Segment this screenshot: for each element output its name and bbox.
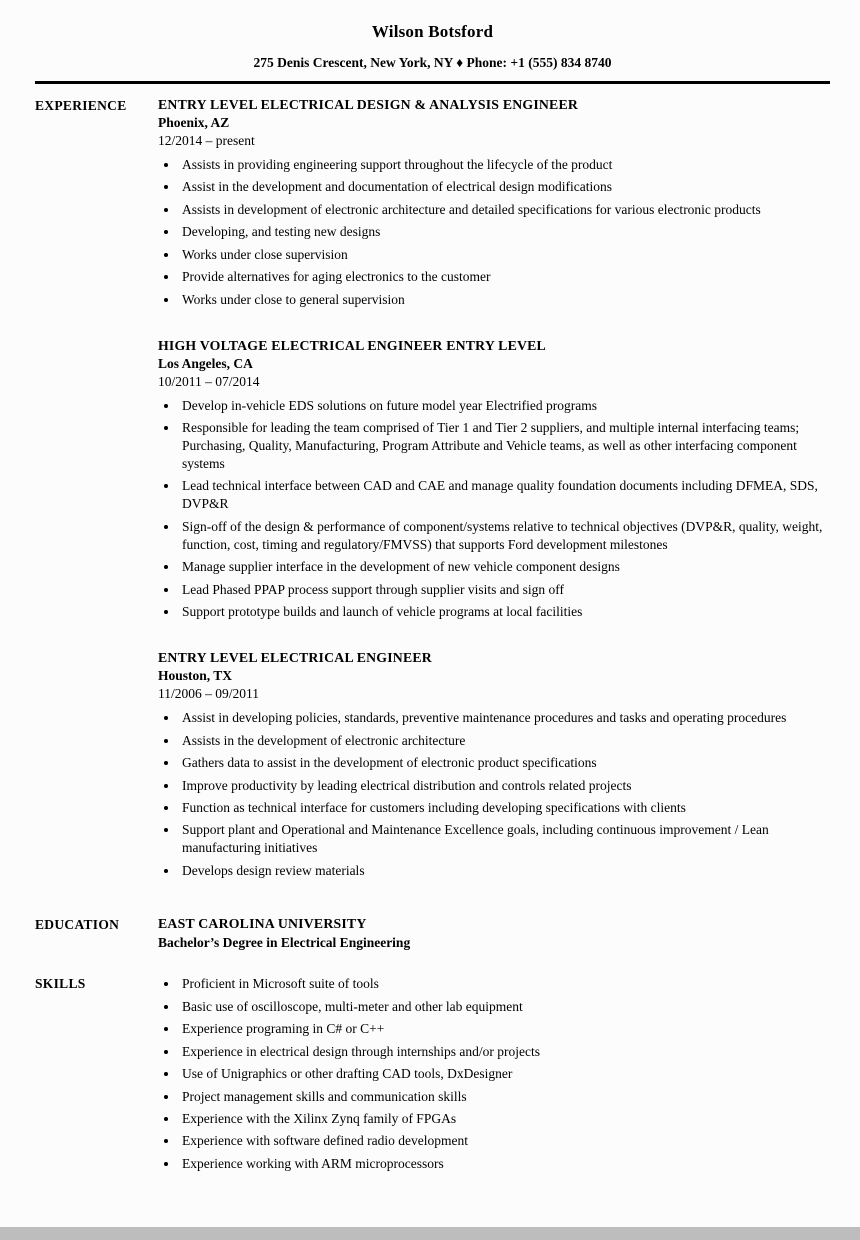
job-location: Phoenix, AZ xyxy=(158,115,230,130)
job-dates: 11/2006 – 09/2011 xyxy=(158,686,259,702)
job-dates: 12/2014 – present xyxy=(158,133,255,148)
degree-name: Bachelor’s Degree in Electrical Engineering xyxy=(158,935,411,951)
job-title: ENTRY LEVEL ELECTRICAL DESIGN & ANALYSIS ENGINEER xyxy=(158,97,579,112)
bullet-item: • Lead Phased PPAP process support through supplier visits and sign off xyxy=(179,581,830,599)
bullet-item: • Manage supplier interface in the development of new vehicle component designs xyxy=(179,558,830,576)
job-location: Los Angeles, CA xyxy=(158,355,253,371)
job-entry-2 xyxy=(158,338,830,621)
section-label-education: EDUCATION xyxy=(35,917,120,933)
bullet-item: • Responsible for leading the team comprised of Tier 1 and Tier 2 suppliers, and multiple internal interfacing teams; Purchasing, Quality, Manufacturing, Program Attribute and Vehicle teams, as well as other interfacing component systems xyxy=(179,419,830,473)
skill-item: • Basic use of oscilloscope, multi-meter and other lab equipment xyxy=(179,998,830,1016)
bullet-item: • Works under close supervision xyxy=(179,246,830,264)
section-label-experience: EXPERIENCE xyxy=(35,98,127,113)
education-section xyxy=(35,916,830,951)
person-name: Wilson Botsford xyxy=(371,22,494,41)
skill-item: • Experience in electrical design through internships and/or projects xyxy=(179,1043,830,1061)
skill-item: • Experience with the Xilinx Zynq family of FPGAs xyxy=(179,1110,830,1128)
skills-list xyxy=(158,975,830,1173)
resume-header xyxy=(35,22,830,84)
job-entry-3 xyxy=(158,650,830,880)
job-bullet-list xyxy=(158,397,830,621)
job-location: Houston, TX xyxy=(158,668,233,684)
section-label-skills: SKILLS xyxy=(35,976,86,992)
education-content xyxy=(158,916,830,951)
experience-content xyxy=(158,97,830,884)
job-bullet-list xyxy=(158,709,830,880)
bullet-item: • Developing, and testing new designs xyxy=(179,223,830,241)
job-dates: 10/2011 – 07/2014 xyxy=(158,373,260,389)
job-entry-1 xyxy=(158,97,830,309)
bullet-item: • Sign-off of the design & performance of component/systems relative to technical objectives (DVP&R, quality, weight, function, cost, timing and regulatory/FMVSS) that supports Ford development milestones xyxy=(179,518,830,554)
skills-content xyxy=(158,975,830,1177)
job-bullet-list xyxy=(158,156,830,309)
experience-section xyxy=(35,97,830,884)
skill-item: • Experience programing in C# or C++ xyxy=(179,1020,830,1038)
skill-item: • Experience working with ARM microprocessors xyxy=(179,1155,830,1173)
job-title: ENTRY LEVEL ELECTRICAL ENGINEER xyxy=(158,650,432,666)
header-divider xyxy=(35,81,830,84)
page-bottom-edge xyxy=(0,1227,860,1240)
bullet-item: • Assists in development of electronic architecture and detailed specifications for various electronic products xyxy=(179,201,830,219)
skill-item: • Use of Unigraphics or other drafting CAD tools, DxDesigner xyxy=(179,1065,830,1083)
bullet-item: • Assist in the development and documentation of electrical design modifications xyxy=(179,178,830,196)
skill-item: • Experience with software defined radio development xyxy=(179,1132,830,1150)
skill-item: • Proficient in Microsoft suite of tools xyxy=(179,975,830,993)
bullet-item: • Improve productivity by leading electrical distribution and controls related projects xyxy=(179,777,830,795)
bullet-item: • Develops design review materials xyxy=(179,862,830,880)
job-title: HIGH VOLTAGE ELECTRICAL ENGINEER ENTRY LEVEL xyxy=(158,337,546,353)
bullet-item: • Support prototype builds and launch of vehicle programs at local facilities xyxy=(179,603,830,621)
bullet-item: • Assists in providing engineering support throughout the lifecycle of the product xyxy=(179,156,830,174)
bullet-item: • Assist in developing policies, standards, preventive maintenance procedures and tasks and operating procedures xyxy=(179,709,830,727)
bullet-item: • Provide alternatives for aging electronics to the customer xyxy=(179,268,830,286)
skills-section xyxy=(35,975,830,1177)
bullet-item: • Develop in-vehicle EDS solutions on future model year Electrified programs xyxy=(179,397,830,415)
bullet-item: • Support plant and Operational and Maintenance Excellence goals, including continuous improvement / Lean manufacturing initiatives xyxy=(179,821,830,857)
bullet-item: • Function as technical interface for customers including developing specifications with clients xyxy=(179,799,830,817)
bullet-item: • Assists in the development of electronic architecture xyxy=(179,732,830,750)
bullet-item: • Gathers data to assist in the development of electronic product specifications xyxy=(179,754,830,772)
skill-item: • Project management skills and communication skills xyxy=(179,1088,830,1106)
bullet-item: • Lead technical interface between CAD and CAE and manage quality foundation documents including DFMEA, SDS, DVP&R xyxy=(179,477,830,513)
bullet-item: • Works under close to general supervision xyxy=(179,291,830,309)
contact-line: 275 Denis Crescent, New York, NY ♦ Phone: +1 (555) 834 8740 xyxy=(253,55,612,70)
school-name: EAST CAROLINA UNIVERSITY xyxy=(158,916,367,932)
